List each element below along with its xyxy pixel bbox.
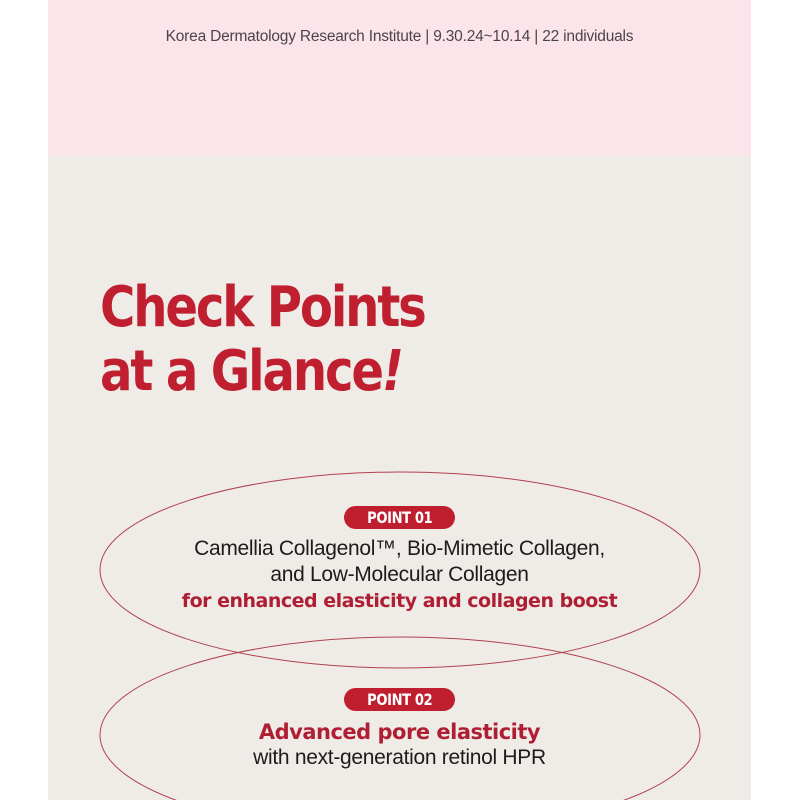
- promo-page: [48, 0, 751, 800]
- point-01-line-1: Camellia Collagenol™, Bio-Mimetic Collagen,: [194, 537, 605, 560]
- point-02-line-2: with next-generation retinol HPR: [253, 746, 546, 769]
- point-02-description: [48, 719, 751, 771]
- study-source-text: Korea Dermatology Research Institute | 9.30.24~10.14 | 22 individuals: [165, 28, 634, 45]
- section-title: [100, 276, 425, 404]
- point-01-badge: POINT 01: [344, 506, 455, 529]
- study-info-band: [48, 0, 751, 156]
- point-02-badge: POINT 02: [344, 688, 455, 711]
- title-exclamation: !: [381, 339, 402, 404]
- point-01-highlight: for enhanced elasticity and collagen boost: [181, 590, 618, 612]
- title-line-1: Check Points: [100, 275, 425, 340]
- point-02-highlight: Advanced pore elasticity: [258, 720, 541, 744]
- point-01: [48, 506, 751, 614]
- point-01-description: [48, 536, 751, 614]
- point-02: [48, 688, 751, 771]
- title-line-2: at a Glance: [100, 339, 382, 404]
- point-01-line-2: and Low-Molecular Collagen: [270, 563, 529, 586]
